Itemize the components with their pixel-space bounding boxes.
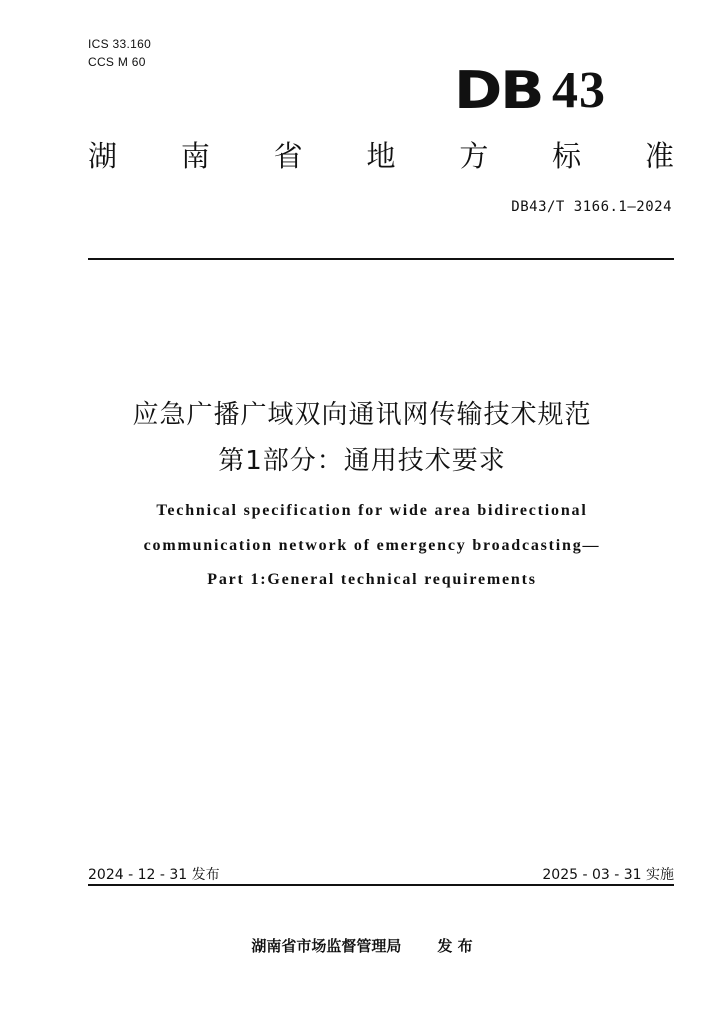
standard-type-char: 南 [180, 139, 210, 173]
title-zh-line-1: 应急广播广域双向通讯网传输技术规范 [132, 400, 592, 430]
title-en-line-3: Part 1:General technical requirements [207, 571, 537, 588]
issuer-action: 发 布 [437, 937, 473, 955]
classification-codes [88, 35, 151, 71]
standard-type-char: 准 [644, 139, 674, 173]
issuer-name: 湖南省市场监督管理局 [251, 937, 402, 955]
issue-date: 2024 - 12 - 31 发布 [88, 867, 220, 883]
logo-number: 43 [552, 62, 606, 119]
issuer [0, 935, 724, 956]
standard-type-char: 省 [273, 139, 303, 173]
ccs-code: CCS M 60 [88, 55, 146, 69]
title-en-line-1: Technical specification for wide area bidirectional [156, 502, 588, 519]
standard-number: DB43/T 3166.1—2024 [511, 199, 672, 215]
logo-letters: DB [454, 61, 543, 121]
standard-type-heading [88, 136, 674, 176]
top-divider [88, 258, 674, 260]
title-zh-line-2: 第1部分：通用技术要求 [218, 446, 506, 476]
standard-type-char: 方 [459, 139, 489, 173]
standard-type-char: 标 [552, 139, 582, 173]
ics-code: ICS 33.160 [88, 37, 152, 51]
standard-type-char: 地 [366, 139, 396, 173]
title-en-line-2: communication network of emergency broadcasting— [143, 537, 601, 554]
standard-type-char: 湖 [88, 139, 118, 173]
db43-logo [454, 62, 624, 120]
bottom-divider [88, 884, 674, 886]
implement-date: 2025 - 03 - 31 实施 [542, 867, 674, 883]
